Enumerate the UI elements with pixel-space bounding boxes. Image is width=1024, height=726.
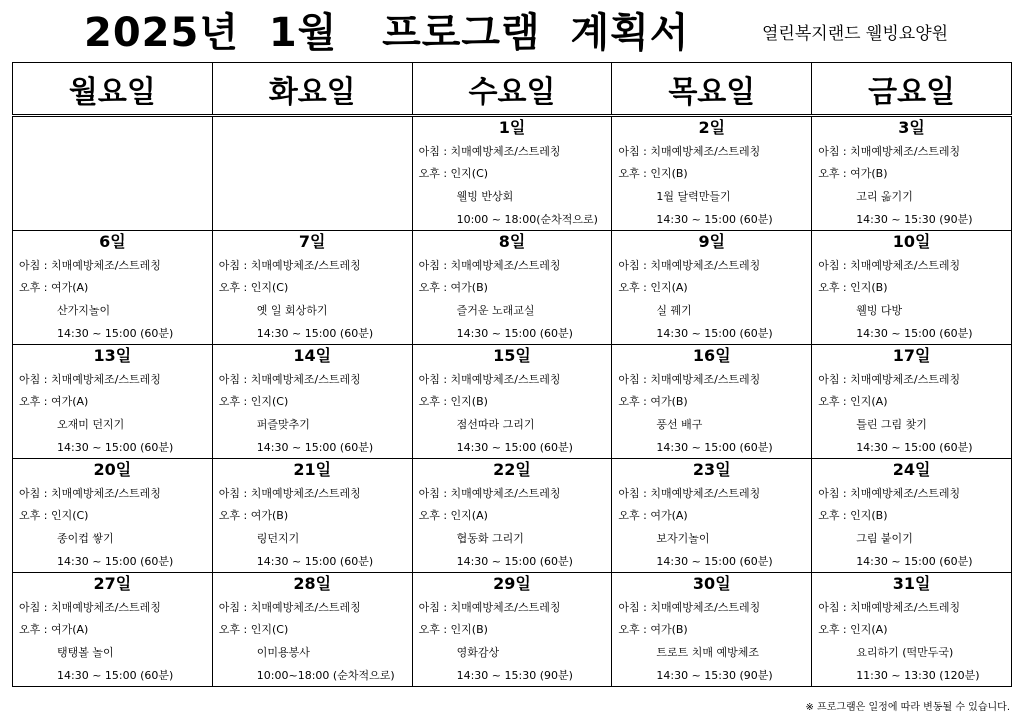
day-cell	[812, 231, 1012, 345]
day-cell	[13, 573, 213, 687]
afternoon-program: 오후 : 인지(A)	[418, 509, 488, 522]
week-row	[13, 231, 1012, 345]
week-row	[13, 116, 1012, 231]
activity-time: 10:00~18:00 (순차적으로)	[256, 669, 395, 682]
morning-program: 아침 : 치매예방체조/스트레칭	[418, 145, 561, 158]
day-cell	[412, 116, 612, 231]
activity-time: 14:30 ~ 15:30 (90분)	[456, 669, 573, 682]
activity-name: 종이컵 쌓기	[57, 532, 114, 545]
activity-name: 링던지기	[256, 532, 300, 545]
day-cell	[612, 459, 812, 573]
morning-program: 아침 : 치매예방체조/스트레칭	[618, 601, 761, 614]
afternoon-program: 오후 : 인지(C)	[218, 281, 289, 294]
afternoon-program: 오후 : 여가(B)	[418, 281, 488, 294]
day-cell-content	[612, 231, 811, 344]
activity-name: 틀린 그림 찾기	[856, 418, 927, 431]
afternoon-program: 오후 : 인지(C)	[218, 623, 289, 636]
morning-program: 아침 : 치매예방체조/스트레칭	[218, 373, 361, 386]
day-number: 14일	[293, 346, 332, 365]
day-cell-content	[612, 345, 811, 458]
week-row	[13, 345, 1012, 459]
morning-program: 아침 : 치매예방체조/스트레칭	[418, 601, 561, 614]
day-cell-content	[13, 345, 212, 458]
activity-name: 점선따라 그리기	[456, 418, 535, 431]
weekday-header: 목요일	[612, 63, 812, 116]
activity-name: 풍선 배구	[656, 418, 703, 431]
afternoon-program: 오후 : 여가(A)	[19, 623, 89, 636]
activity-time: 14:30 ~ 15:00 (60분)	[656, 327, 773, 340]
day-cell	[412, 459, 612, 573]
week-row	[13, 459, 1012, 573]
organization-name: 열린복지랜드 웰빙요양원	[762, 24, 949, 44]
day-number: 8일	[498, 232, 526, 251]
day-number: 21일	[293, 460, 332, 479]
activity-name: 이미용봉사	[256, 646, 310, 659]
day-number: 20일	[93, 460, 132, 479]
program-calendar	[12, 62, 1012, 687]
day-cell	[612, 345, 812, 459]
morning-program: 아침 : 치매예방체조/스트레칭	[818, 259, 961, 272]
morning-program: 아침 : 치매예방체조/스트레칭	[418, 487, 561, 500]
day-number: 27일	[93, 574, 132, 593]
afternoon-program: 오후 : 인지(B)	[618, 167, 688, 180]
activity-name: 트로트 치매 예방체조	[656, 646, 760, 659]
activity-name: 탱탱볼 놀이	[57, 646, 114, 659]
afternoon-program: 오후 : 인지(C)	[19, 509, 89, 522]
day-cell-content	[812, 231, 1011, 344]
activity-name: 고리 옮기기	[856, 190, 913, 203]
activity-name: 1월 달력만들기	[656, 190, 731, 203]
afternoon-program: 오후 : 여가(B)	[618, 395, 688, 408]
day-number: 17일	[892, 346, 931, 365]
morning-program: 아침 : 치매예방체조/스트레칭	[618, 145, 761, 158]
day-cell-content	[213, 231, 412, 344]
day-cell-content	[612, 117, 811, 230]
calendar-body	[13, 116, 1012, 687]
activity-name: 퍼즐맞추기	[256, 418, 310, 431]
morning-program: 아침 : 치매예방체조/스트레칭	[818, 487, 961, 500]
day-cell-content	[13, 573, 212, 686]
activity-name: 실 꿰기	[656, 304, 692, 317]
activity-time: 14:30 ~ 15:00 (60분)	[856, 441, 973, 454]
day-cell-content	[213, 459, 412, 572]
day-number: 15일	[493, 346, 531, 365]
activity-time: 14:30 ~ 15:00 (60분)	[57, 669, 174, 682]
morning-program: 아침 : 치매예방체조/스트레칭	[618, 487, 761, 500]
day-number: 2일	[698, 118, 726, 137]
activity-time: 14:30 ~ 15:00 (60분)	[656, 555, 773, 568]
day-number: 3일	[898, 118, 925, 137]
day-cell-content	[413, 231, 612, 344]
day-cell-content	[413, 573, 612, 686]
morning-program: 아침 : 치매예방체조/스트레칭	[818, 601, 961, 614]
activity-time: 14:30 ~ 15:30 (90분)	[856, 213, 973, 226]
afternoon-program: 오후 : 인지(B)	[418, 623, 488, 636]
afternoon-program: 오후 : 여가(B)	[818, 167, 888, 180]
activity-name: 보자기놀이	[656, 532, 710, 545]
activity-time: 14:30 ~ 15:00 (60분)	[856, 555, 973, 568]
day-cell	[812, 116, 1012, 231]
activity-name: 산가지놀이	[57, 304, 111, 317]
activity-name: 협동화 그리기	[456, 532, 524, 545]
activity-name: 그림 붙이기	[856, 532, 913, 545]
day-cell	[612, 231, 812, 345]
day-cell	[13, 345, 213, 459]
afternoon-program: 오후 : 인지(B)	[818, 281, 888, 294]
day-cell	[212, 116, 412, 231]
activity-time: 14:30 ~ 15:00 (60분)	[456, 441, 573, 454]
activity-time: 11:30 ~ 13:30 (120분)	[856, 669, 980, 682]
activity-time: 14:30 ~ 15:30 (90분)	[656, 669, 773, 682]
morning-program: 아침 : 치매예방체조/스트레칭	[218, 601, 361, 614]
day-number: 22일	[493, 460, 531, 479]
activity-time: 14:30 ~ 15:00 (60분)	[256, 327, 374, 340]
weekday-header: 금요일	[812, 63, 1012, 116]
day-cell	[13, 231, 213, 345]
day-cell-content	[13, 459, 212, 572]
day-cell	[612, 573, 812, 687]
day-number: 9일	[698, 232, 726, 251]
day-cell-content	[13, 117, 212, 230]
afternoon-program: 오후 : 인지(B)	[418, 395, 488, 408]
day-cell	[612, 116, 812, 231]
day-cell-content	[612, 573, 811, 686]
day-number: 23일	[692, 460, 731, 479]
afternoon-program: 오후 : 인지(B)	[818, 509, 888, 522]
afternoon-program: 오후 : 여가(A)	[19, 281, 89, 294]
morning-program: 아침 : 치매예방체조/스트레칭	[618, 259, 761, 272]
day-cell	[212, 231, 412, 345]
afternoon-program: 오후 : 여가(A)	[618, 509, 688, 522]
morning-program: 아침 : 치매예방체조/스트레칭	[19, 601, 161, 614]
weekday-header: 수요일	[412, 63, 612, 116]
day-cell-content	[413, 117, 612, 230]
day-number: 24일	[892, 460, 931, 479]
day-number: 7일	[298, 232, 326, 251]
activity-time: 14:30 ~ 15:00 (60분)	[256, 555, 374, 568]
activity-name: 오재미 던지기	[57, 418, 125, 431]
activity-time: 14:30 ~ 15:00 (60분)	[256, 441, 374, 454]
morning-program: 아침 : 치매예방체조/스트레칭	[818, 373, 961, 386]
day-cell	[212, 573, 412, 687]
morning-program: 아침 : 치매예방체조/스트레칭	[218, 487, 361, 500]
schedule-change-note: ※ 프로그램은 일정에 따라 변동될 수 있습니다.	[805, 702, 1010, 713]
activity-time: 14:30 ~ 15:00 (60분)	[57, 327, 174, 340]
activity-name: 요리하기 (떡만두국)	[856, 646, 954, 659]
afternoon-program: 오후 : 여가(A)	[19, 395, 89, 408]
afternoon-program: 오후 : 여가(B)	[618, 623, 688, 636]
day-cell-content	[213, 117, 412, 230]
day-number: 1일	[498, 118, 526, 137]
weekday-header: 화요일	[212, 63, 412, 116]
day-number: 29일	[493, 574, 531, 593]
morning-program: 아침 : 치매예방체조/스트레칭	[218, 259, 361, 272]
day-cell-content	[13, 231, 212, 344]
day-cell-content	[812, 345, 1011, 458]
day-number: 6일	[99, 232, 126, 251]
day-cell	[812, 459, 1012, 573]
morning-program: 아침 : 치매예방체조/스트레칭	[418, 373, 561, 386]
day-number: 16일	[692, 346, 731, 365]
weekday-header: 월요일	[13, 63, 213, 116]
day-number: 13일	[93, 346, 132, 365]
day-cell-content	[413, 345, 612, 458]
day-number: 31일	[892, 574, 931, 593]
day-cell-content	[612, 459, 811, 572]
day-number: 30일	[692, 574, 731, 593]
activity-time: 10:00 ~ 18:00(순차적으로)	[456, 213, 598, 226]
activity-name: 옛 일 회상하기	[256, 304, 328, 317]
day-number: 10일	[892, 232, 931, 251]
day-cell	[812, 345, 1012, 459]
day-cell-content	[413, 459, 612, 572]
morning-program: 아침 : 치매예방체조/스트레칭	[818, 145, 961, 158]
day-cell-content	[812, 117, 1011, 230]
day-number: 28일	[293, 574, 332, 593]
page-title: 2025년 1월 프로그램 계획서	[84, 10, 690, 56]
day-cell-content	[213, 345, 412, 458]
activity-name: 즐거운 노래교실	[456, 304, 535, 317]
afternoon-program: 오후 : 인지(C)	[418, 167, 489, 180]
activity-time: 14:30 ~ 15:00 (60분)	[656, 441, 773, 454]
activity-name: 웰빙 다방	[856, 304, 903, 317]
morning-program: 아침 : 치매예방체조/스트레칭	[618, 373, 761, 386]
day-cell	[13, 116, 213, 231]
day-cell	[412, 231, 612, 345]
week-row	[13, 573, 1012, 687]
day-cell	[13, 459, 213, 573]
day-cell	[212, 345, 412, 459]
morning-program: 아침 : 치매예방체조/스트레칭	[19, 259, 161, 272]
activity-time: 14:30 ~ 15:00 (60분)	[57, 441, 174, 454]
afternoon-program: 오후 : 인지(A)	[618, 281, 688, 294]
day-cell	[412, 573, 612, 687]
day-cell-content	[812, 459, 1011, 572]
day-cell	[412, 345, 612, 459]
weekday-header-row	[13, 63, 1012, 116]
activity-time: 14:30 ~ 15:00 (60분)	[656, 213, 773, 226]
afternoon-program: 오후 : 여가(B)	[218, 509, 289, 522]
day-cell	[812, 573, 1012, 687]
afternoon-program: 오후 : 인지(A)	[818, 623, 888, 636]
activity-time: 14:30 ~ 15:00 (60분)	[456, 555, 573, 568]
activity-time: 14:30 ~ 15:00 (60분)	[57, 555, 174, 568]
afternoon-program: 오후 : 인지(A)	[818, 395, 888, 408]
activity-name: 웰빙 반상회	[456, 190, 514, 203]
morning-program: 아침 : 치매예방체조/스트레칭	[19, 373, 161, 386]
morning-program: 아침 : 치매예방체조/스트레칭	[418, 259, 561, 272]
activity-name: 영화감상	[456, 646, 500, 659]
afternoon-program: 오후 : 인지(C)	[218, 395, 289, 408]
day-cell-content	[213, 573, 412, 686]
activity-time: 14:30 ~ 15:00 (60분)	[856, 327, 973, 340]
activity-time: 14:30 ~ 15:00 (60분)	[456, 327, 573, 340]
day-cell	[212, 459, 412, 573]
day-cell-content	[812, 573, 1011, 686]
morning-program: 아침 : 치매예방체조/스트레칭	[19, 487, 161, 500]
